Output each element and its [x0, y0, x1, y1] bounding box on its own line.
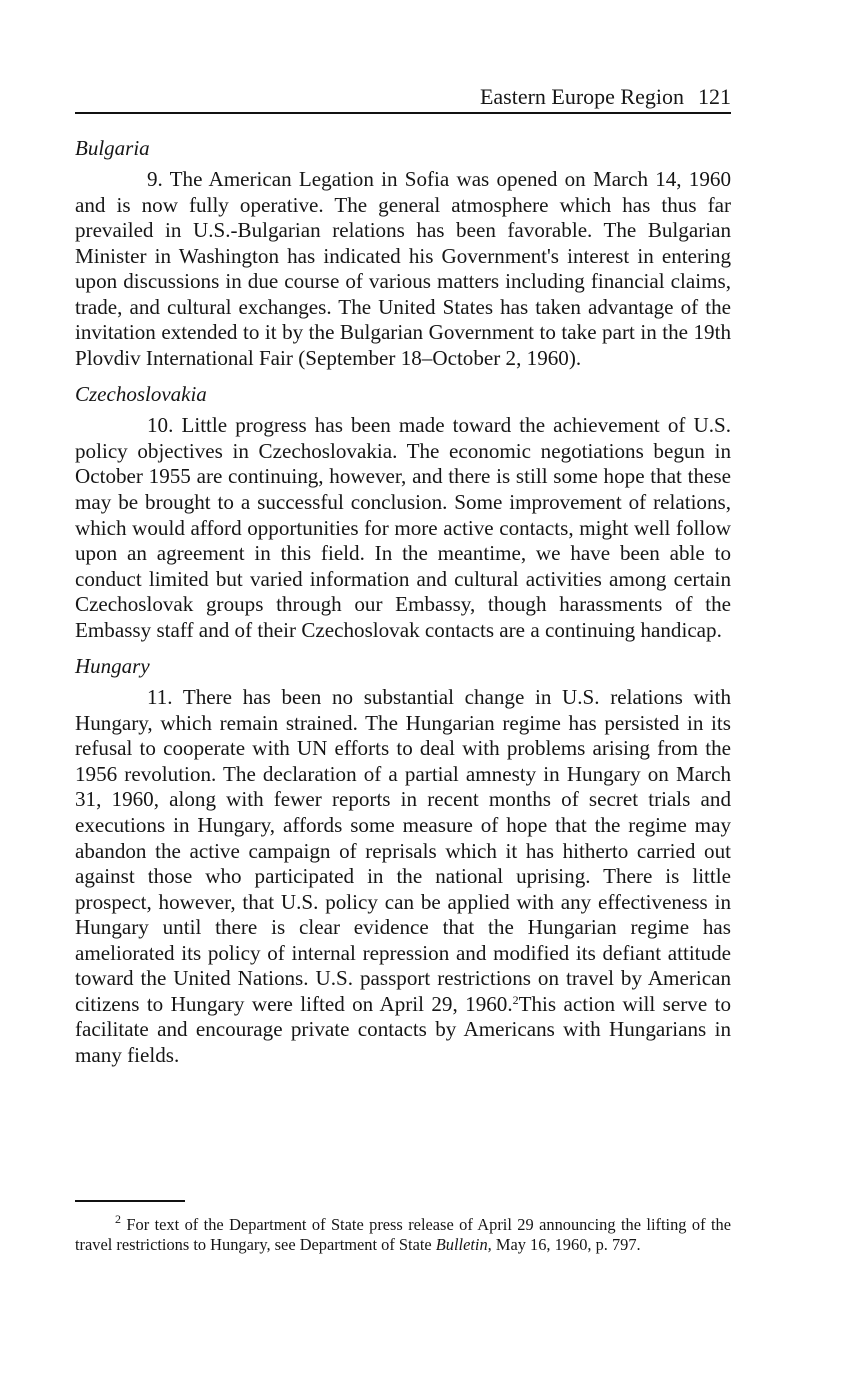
paragraph-hungary-text-after-note: This action will serve to facilitate and encourage private contacts by Americans with Hungarians in many fields.	[75, 991, 731, 1067]
section-heading-hungary: Hungary	[75, 654, 150, 679]
body-text	[75, 135, 731, 1079]
running-header	[75, 82, 731, 114]
page-number: 121	[698, 84, 731, 109]
footnote	[75, 1212, 731, 1255]
paragraph-bulgaria: 9. The American Legation in Sofia was opened on March 14, 1960 and is now fully operative. The general atmosphere which has thus far prevailed in U.S.-Bulgarian relations has been favorable. The Bulgarian Minister in Washington has indicated his Government's interest in entering upon discussions in due course of various matters including financial claims, trade, and cultural exchanges. The United States has taken advantage of the invitation extended to it by the Bulgarian Government to take part in the 19th Plovdiv International Fair (September 18–October 2, 1960).	[75, 167, 731, 370]
running-title: Eastern Europe Region	[479, 84, 684, 109]
footnote-marker: 2	[115, 1212, 121, 1226]
footnote-reference: 2	[512, 992, 519, 1007]
footnote-text-end: May 16, 1960, p. 797.	[491, 1235, 641, 1254]
footnote-rule	[75, 1200, 185, 1202]
footnote-bulletin-title: Bulletin,	[435, 1235, 492, 1254]
footnote-text: For text of the Department of State press release of April 29 announcing the lifting of the travel restrictions to Hungary, see Department of State	[75, 1215, 731, 1254]
section-heading-bulgaria: Bulgaria	[75, 136, 150, 160]
paragraph-czechoslovakia: 10. Little progress has been made toward the achievement of U.S. policy objectives in Czechoslovakia. The economic negotiations begun in October 1955 are continuing, however, and there is still some hope that these may be brought to a successful conclusion. Some improvement of relations, which would afford opportunities for more active contacts, might well follow upon an agreement in this field. In the meantime, we have been able to conduct limited but varied information and cultural activities among certain Czechoslovak groups through our Embassy, though harassments of the Embassy staff and of their Czechoslovak contacts are a continuing handicap.	[75, 413, 731, 642]
section-heading-czechoslovakia: Czechoslovakia	[75, 382, 207, 407]
paragraph-hungary-text-before-note: 11. There has been no substantial change in U.S. relations with Hungary, which remain strained. The Hungarian regime has persisted in its refusal to cooperate with UN efforts to deal with problems arising from the 1956 revolution. The declaration of a partial amnesty in Hungary on March 31, 1960, along with fewer reports in recent months of secret trials and executions in Hungary, affords some measure of hope that the regime may abandon the active campaign of reprisals which it has hitherto carried out against those who participated in the national uprising. There is little prospect, however, that U.S. policy can be applied with any effectiveness in Hungary until there is clear evidence that the Hungarian regime has ameliorated its policy of internal repression and modified its defiant attitude toward the United Nations. U.S. passport restrictions on travel by American citizens to Hungary were lifted on April 29, 1960.	[75, 685, 731, 1016]
paragraph-hungary	[75, 685, 731, 1068]
